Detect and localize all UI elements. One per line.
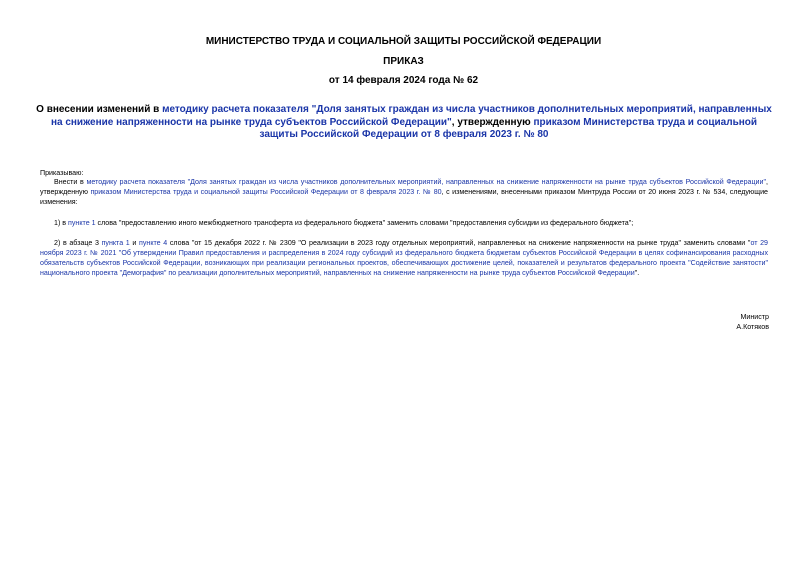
p1-link-order[interactable]: приказом Министерства труда и социальной защиты Российской Федерации от 8 февраля 2023 г. № 80 bbox=[90, 188, 442, 196]
document-title bbox=[34, 104, 774, 142]
paragraph-item-2 bbox=[40, 238, 768, 278]
document-date-number: от 14 февраля 2024 года № 62 bbox=[328, 75, 479, 86]
p3-text-2: и bbox=[129, 239, 140, 247]
p3-text-4: ". bbox=[634, 269, 640, 277]
signature-name: А.Котяков bbox=[736, 323, 769, 331]
p2-text-1: 1) в bbox=[54, 219, 69, 227]
ministry-heading: МИНИСТЕРСТВО ТРУДА И СОЦИАЛЬНОЙ ЗАЩИТЫ РОССИЙСКОЙ ФЕДЕРАЦИИ bbox=[205, 36, 602, 47]
p3-link-point-1[interactable]: пункта 1 bbox=[101, 239, 130, 247]
paragraph-main bbox=[40, 177, 768, 207]
title-text-1: О внесении изменений в bbox=[36, 104, 163, 115]
title-link-order[interactable]: приказом Министерства труда и социальной защиты Российской Федерации от 8 февраля 2023 г. № 80 bbox=[259, 116, 758, 140]
document-type: ПРИКАЗ bbox=[383, 56, 424, 67]
signature-block bbox=[736, 312, 769, 332]
paragraph-item-1 bbox=[40, 218, 768, 228]
p3-link-point-4[interactable]: пункте 4 bbox=[139, 239, 168, 247]
p2-link-point-1[interactable]: пункте 1 bbox=[68, 219, 96, 227]
intro-text: Приказываю: bbox=[40, 169, 84, 177]
p3-text-1: 2) в абзаце 3 bbox=[54, 239, 102, 247]
p3-link-resolution[interactable]: от 29 ноября 2023 г. № 2021 "Об утверждении Правил предоставления и распределения в 2024 году субсидий из федерального бюджета бюджетам субъектов Российской Федерации в целях софинансирования расходных обязательств субъектов Российской Федерации, возникающих при реализации региональных проектов, обеспечивающих достижение целей, показателей и результатов федерального проекта "Содействие занятости" национального проекта "Демография" по реализации дополнительных мероприятий, направленных на снижение напряженности на рынке труда субъектов Российской Федерации bbox=[40, 239, 769, 277]
p2-text-2: слова "предоставлению иного межбюджетного трансферта из федерального бюджета" заменить словами "предоставления субсидии из федерального бюджета"; bbox=[95, 219, 634, 227]
p1-text-3: , с изменениями, внесенными приказом Минтруда России от 20 июня 2023 г. № 534, следующие изменения: bbox=[40, 188, 768, 206]
signature-position: Министр bbox=[740, 313, 769, 321]
p1-text-1: Внести в bbox=[54, 178, 87, 186]
title-link-methodology[interactable]: методику расчета показателя "Доля занятых граждан из числа участников дополнительных мероприятий, направленных на снижение напряженности на рынке труда субъектов Российской Федерации" bbox=[50, 104, 772, 128]
p1-text-2: , утвержденную bbox=[40, 178, 768, 196]
p1-link-methodology[interactable]: методику расчета показателя "Доля занятых граждан из числа участников дополнительных мероприятий, направленных на снижение напряженности на рынке труда субъектов Российской Федерации" bbox=[86, 178, 767, 186]
p3-text-3: слова "от 15 декабря 2022 г. № 2309 "О реализации в 2023 году отдельных мероприятий, направленных на снижение напряженности на рынке труда" заменить словами " bbox=[167, 239, 751, 247]
title-text-2: , утвержденную bbox=[451, 116, 534, 128]
